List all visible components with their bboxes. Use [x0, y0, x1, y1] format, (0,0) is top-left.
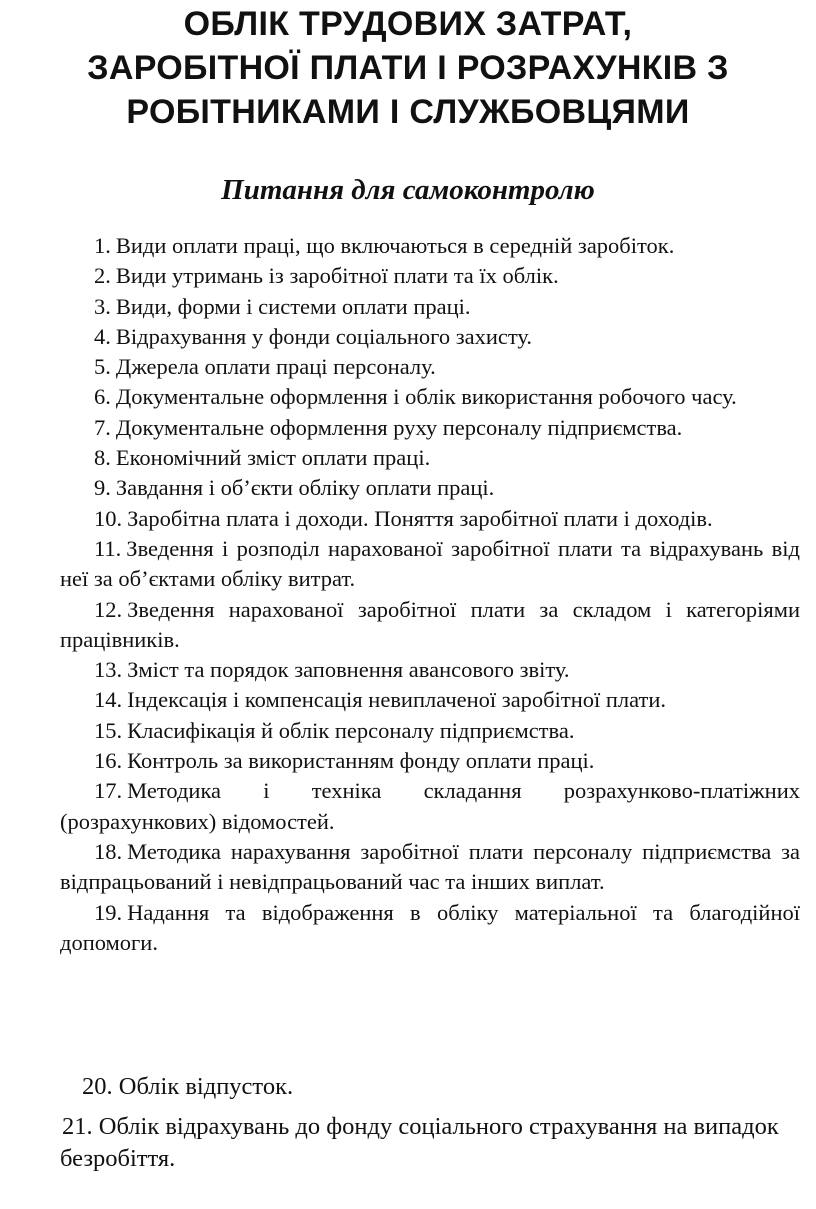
title-line-2: ЗАРОБІТНОЇ ПЛАТИ І РОЗРАХУНКІВ З — [87, 49, 729, 87]
question-item — [60, 504, 800, 534]
question-item — [60, 655, 800, 685]
question-item — [60, 382, 800, 412]
question-item — [60, 352, 800, 382]
question-text: Облік відрахувань до фонду соціального страхування на випадок безробіття. — [60, 1113, 779, 1172]
question-text: Заробітна плата і доходи. Поняття заробітної плати і доходів. — [127, 505, 713, 531]
page-title — [30, 2, 786, 134]
question-text: Зведення і розподіл нарахованої заробітної плати та відрахувань від неї за об’єктами обліку витрат. — [60, 535, 800, 592]
question-text: Документальне оформлення і облік використання робочого часу. — [115, 384, 737, 410]
question-number: 1. — [94, 233, 111, 258]
question-number: 12. — [94, 596, 123, 622]
question-text: Завдання і об’єкти обліку оплати праці. — [115, 475, 495, 501]
question-list — [60, 231, 800, 958]
question-number: 17. — [94, 778, 123, 804]
question-number: 8. — [94, 445, 111, 471]
question-item — [60, 837, 800, 898]
question-text: Надання та відображення в обліку матеріальної та благодійної допомоги. — [60, 899, 800, 955]
question-item-21 — [60, 1111, 800, 1175]
title-line-3: РОБІТНИКАМИ І СЛУЖБОВЦЯМИ — [126, 93, 690, 131]
question-number: 3. — [94, 293, 111, 319]
question-item — [60, 231, 800, 261]
question-number: 11. — [94, 535, 122, 561]
question-item — [60, 443, 800, 473]
question-item — [60, 473, 800, 503]
question-text: Економічний зміст оплати праці. — [115, 445, 431, 471]
question-text: Відрахування у фонди соціального захисту. — [115, 323, 533, 349]
question-number: 4. — [94, 323, 111, 349]
question-number: 9. — [94, 475, 111, 501]
question-text: Контроль за використанням фонду оплати праці. — [127, 748, 595, 774]
question-text: Зміст та порядок заповнення авансового звіту. — [127, 657, 570, 683]
question-item — [60, 292, 800, 322]
question-text: Види утримань із заробітної плати та їх облік. — [115, 263, 559, 289]
question-text: Облік відпусток. — [118, 1073, 294, 1100]
question-text: Види, форми і системи оплати праці. — [115, 293, 471, 319]
question-text: Класифікація й облік персоналу підприємства. — [127, 717, 575, 743]
question-item — [60, 716, 800, 746]
question-text: Зведення нарахованої заробітної плати за складом і категоріями працівників. — [60, 596, 800, 652]
question-number: 2. — [94, 263, 111, 289]
question-number: 19. — [94, 899, 123, 925]
question-item-20 — [60, 1071, 800, 1103]
question-number: 16. — [94, 748, 123, 774]
question-item — [60, 595, 800, 656]
question-item — [60, 685, 800, 715]
section-subtitle: Питання для самоконтролю — [221, 174, 595, 206]
question-item — [60, 413, 800, 443]
question-item — [60, 898, 800, 959]
question-number: 13. — [94, 657, 123, 683]
question-text: Джерела оплати праці персоналу. — [115, 354, 436, 380]
question-number: 15. — [94, 717, 123, 743]
question-number: 6. — [94, 384, 111, 410]
question-number: 14. — [94, 687, 123, 713]
question-number: 10. — [94, 505, 123, 531]
question-text: Методика нарахування заробітної плати персоналу підприємства за відпрацьований і невідпрацьований час та інших виплат. — [60, 838, 800, 895]
question-item — [60, 776, 800, 837]
question-text: Документальне оформлення руху персоналу підприємства. — [115, 414, 683, 440]
question-number: 21. — [62, 1113, 93, 1140]
question-number: 20. — [82, 1073, 113, 1100]
title-line-1: ОБЛІК ТРУДОВИХ ЗАТРАТ, — [183, 5, 633, 43]
question-number: 18. — [94, 838, 123, 864]
question-text: Методика і техніка складання розрахунково-платіжних (розрахункових) відомостей. — [60, 778, 800, 834]
question-item — [60, 261, 800, 291]
question-text: Види оплати праці, що включаються в середній заробіток. — [115, 233, 675, 258]
question-text: Індексація і компенсація невиплаченої заробітної плати. — [127, 687, 667, 713]
question-item — [60, 322, 800, 352]
question-number: 7. — [94, 414, 111, 440]
question-item — [60, 534, 800, 595]
question-item — [60, 746, 800, 776]
question-number: 5. — [94, 354, 111, 380]
